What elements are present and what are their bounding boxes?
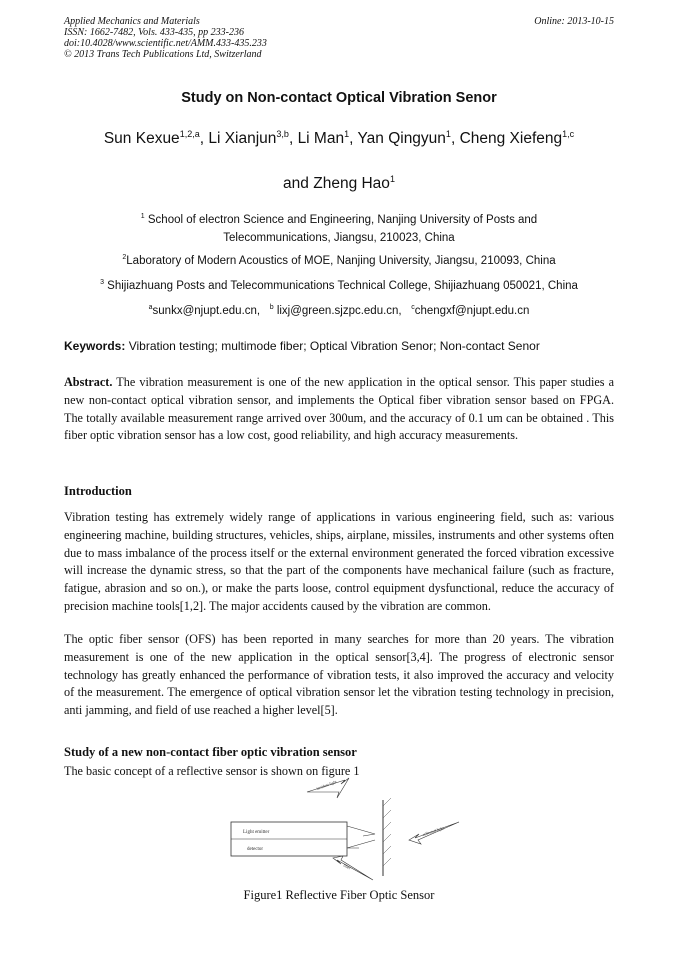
abstract	[64, 374, 614, 445]
author-sup: 1	[344, 129, 350, 139]
fiber-label: fiber	[342, 862, 352, 871]
email-sup: a	[148, 304, 153, 311]
reflected-label: reflected light	[421, 825, 445, 837]
issn-line: ISSN: 1662-7482, Vols. 433-435, pp 233-236	[64, 27, 244, 38]
author-name: Zheng Hao	[313, 175, 390, 193]
incident-label: incident light	[315, 778, 338, 791]
author-sup: 1	[445, 129, 451, 139]
authors-line-1: Sun Kexue$^{1,2,a}$, Li Xianjun$^{3,b}$, Li Man$^1$, Yan Qingyun$^1$, Cheng Xiefeng$^{1,c}$	[103, 129, 575, 148]
reflected-arrow	[409, 822, 459, 844]
email-sup: b	[269, 304, 274, 311]
author-name: Yan Qingyun	[357, 130, 446, 148]
abstract-text: The vibration measurement is one of the new application in the optical sensor. This paper studies a new non-contact optical vibration sensor, and implements the Optical fiber vibration sensor based on FPGA. The totally available measurement range arrived over 300um, and the accuracy of 0.1 um can be obtained . This fiber optic vibration sensor has a low cost, good reliability, and high accuracy measurements.	[64, 375, 614, 443]
study-text: The basic concept of a reflective sensor is shown on figure 1	[64, 764, 360, 778]
incident-arrow	[307, 778, 349, 798]
author-sup: 1,c	[562, 129, 575, 139]
emitter-label: Light emitter	[243, 830, 270, 835]
emails	[0, 299, 678, 320]
affiliation-text: Shijiazhuang Posts and Telecommunications Technical College, Shijiazhuang 050021, China	[107, 279, 578, 292]
affiliation-text: School of electron Science and Engineering, Nanjing University of Posts and	[147, 213, 538, 226]
study-heading: Study of a new non-contact fiber optic vibration sensor	[64, 745, 357, 759]
reflective-sensor-figure	[225, 776, 465, 886]
author-name: Sun Kexue	[103, 130, 180, 148]
detector-label: detector	[247, 847, 264, 852]
author-name: Cheng Xiefeng	[459, 130, 563, 148]
journal-header	[64, 16, 267, 60]
reflector-hatching	[383, 798, 391, 866]
affiliation-text: Laboratory of Modern Acoustics of MOE, Nanjing University, Jiangsu, 210093, China	[126, 254, 556, 267]
keywords-label: Keywords:	[64, 339, 126, 353]
email-a: sunkx@njupt.edu.cn,	[152, 304, 261, 317]
author-name: Li Xianjun	[208, 130, 277, 148]
email-sup: c	[411, 304, 415, 311]
affiliation-1	[0, 208, 678, 247]
figure-caption: Figure1 Reflective Fiber Optic Sensor	[243, 888, 435, 902]
doi-line: doi:10.4028/www.scientific.net/AMM.433-435.233	[64, 38, 267, 49]
journal-name: Applied Mechanics and Materials	[64, 16, 200, 27]
copyright-line: © 2013 Trans Tech Publications Ltd, Switzerland	[64, 49, 262, 60]
keywords	[64, 339, 614, 353]
author-sup: 1,2,a	[179, 129, 200, 139]
email-c: chengxf@njupt.edu.cn	[414, 304, 530, 317]
affiliation-text: Telecommunications, Jiangsu, 210023, China	[223, 231, 455, 244]
intro-paragraph-2: The optic fiber sensor (OFS) has been reported in many searches for more than 20 years. The vibration measurement is one of the new application in the optical sensor[3,4]. The progress of electronic sensor technology has greatly enhanced the performance of vibration tests, it also improved the accuracy and velocity of the measurement. The emergence of optical vibration sensor let the vibration testing technology in precision, anti jamming, and field of use reached a higher level[5].	[64, 632, 614, 718]
abstract-label: Abstract.	[64, 375, 113, 389]
paper-title: Study on Non-contact Optical Vibration Senor	[181, 90, 497, 106]
light-path-out	[347, 826, 375, 836]
light-path-back	[347, 840, 375, 848]
affiliation-sup: 3	[100, 279, 104, 286]
author-sup: 3,b	[276, 129, 289, 139]
email-b: lixj@green.sjzpc.edu.cn,	[276, 304, 402, 317]
affiliation-2	[0, 249, 678, 270]
keywords-text: Vibration testing; multimode fiber; Optical Vibration Senor; Non-contact Senor	[128, 339, 540, 353]
introduction-heading: Introduction	[64, 484, 132, 498]
online-date: Online: 2013-10-15	[534, 16, 614, 27]
author-name: Li Man	[297, 130, 345, 148]
author-and: and	[283, 175, 309, 193]
authors-line-2	[0, 174, 678, 193]
affiliation-sup: 2	[122, 254, 127, 261]
affiliation-sup: 1	[140, 213, 145, 220]
intro-paragraph-1: Vibration testing has extremely widely range of applications in various engineering field, such as: various engineering machine, building structures, vehicles, ships, airplane, missiles, instruments and other systems often due to mass imbalance of the process itself or the external environment generated the forced vibration excessive will increase the dynamic stress, so that the part of the components have mechanical failure (such as fracture, fatigue, abrasion and so on.), or make the parts loose, control equipment dysfunctional, reduce the accuracy of precision machine tools[1,2]. The major accidents caused by the vibration are common.	[64, 510, 614, 613]
author-sup: 1	[389, 174, 395, 184]
fiber-arrow	[333, 856, 373, 880]
affiliation-3	[0, 274, 678, 295]
